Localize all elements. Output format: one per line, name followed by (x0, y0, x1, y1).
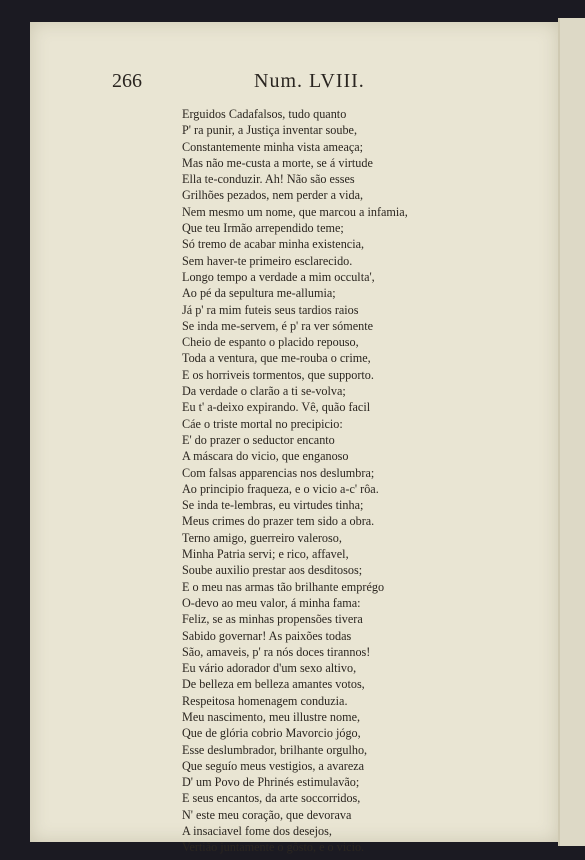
poem-line: D' um Povo de Phrinés estimulavão; (182, 775, 360, 790)
running-head: Num. LVIII. (254, 70, 365, 92)
poem-line: N' este meu coração, que devorava (182, 807, 352, 822)
poem-line: Constantemente minha vista ameaça; (182, 139, 364, 154)
poem-line: Longo tempo a verdade a mim occulta', (182, 269, 375, 284)
poem-line: Já p' ra mim futeis seus tardios raios (182, 302, 359, 317)
poem-line: Toda a ventura, que me-rouba o crime, (182, 351, 371, 366)
poem-line: Terno amigo, guerreiro valeroso, (182, 530, 342, 545)
poem-line: Sabido governar! As paixões todas (182, 628, 352, 643)
poem-line: Ao pé da sepultura me-allumia; (182, 286, 336, 301)
poem-line: Mas não me-custa a morte, se á virtude (182, 155, 373, 170)
poem-line: Eu vário adorador d'um sexo altivo, (182, 661, 357, 676)
page-number: 266 (112, 70, 142, 92)
poem-line: E' do prazer o seductor encanto (182, 432, 335, 447)
poem-line: Vertião juntamente o gôsto, e o vicio. (182, 840, 365, 855)
poem-line: Meu nascimento, meu illustre nome, (182, 709, 361, 724)
poem-line: Grilhões pezados, nem perder a vida, (182, 188, 364, 203)
poem-line: Meus crimes do prazer tem sido a obra. (182, 514, 375, 529)
poem-line: Soube auxilio prestar aos desditosos; (182, 563, 363, 578)
poem-line: Com falsas apparencias nos deslumbra; (182, 465, 375, 480)
poem-line: Cáe o triste mortal no precipicio: (182, 416, 343, 431)
poem-line: Se inda me-servem, é p' ra ver sómente (182, 318, 374, 333)
poem-line: Sem haver-te primeiro esclarecido. (182, 253, 353, 268)
poem-line: Da verdade o clarão a ti se-volva; (182, 384, 346, 399)
poem-line: Se inda te-lembras, eu virtudes tinha; (182, 498, 364, 513)
poem-line: E os horriveis tormentos, que supporto. (182, 367, 374, 382)
poem-line: E seus encantos, da arte soccorridos, (182, 791, 361, 806)
poem-line: São, amaveis, p' ra nós doces tirannos! (182, 644, 371, 659)
poem-line: Respeitosa homenagem conduzia. (182, 693, 348, 708)
poem-line: A insaciavel fome dos desejos, (182, 824, 332, 839)
poem-line: E o meu nas armas tão brilhante emprégo (182, 579, 385, 594)
poem-line: Erguidos Cadafalsos, tudo quanto (182, 107, 347, 121)
poem-line: Ao principio fraqueza, e o vicio a-c' rôa. (182, 481, 379, 496)
poem-line: Que seguío meus vestigios, a avareza (182, 758, 365, 773)
poem-line: O-devo ao meu valor, á minha fama: (182, 595, 361, 610)
poem-line: Eu t' a-deixo expirando. Vê, quão facil (182, 400, 371, 415)
poem-line: Esse deslumbrador, brilhante orgulho, (182, 742, 368, 757)
poem-line: Que de glória cobrio Mavorcio jógo, (182, 726, 361, 741)
poem-line: A máscara do vicio, que enganoso (182, 449, 349, 464)
poem-line: Ella te-conduzir. Ah! Não são esses (182, 172, 355, 187)
adjacent-page-edge (558, 18, 585, 846)
poem-line: Cheio de espanto o placido repouso, (182, 335, 359, 350)
poem-line: Que teu Irmão arrependido teme; (182, 221, 344, 236)
poem-line: Só tremo de acabar minha existencia, (182, 237, 365, 252)
poem-line: Feliz, se as minhas propensões tivera (182, 612, 363, 627)
poem-line: De belleza em belleza amantes votos, (182, 677, 365, 692)
poem-text (182, 106, 472, 856)
poem-line: Minha Patria servi; e rico, affavel, (182, 547, 349, 562)
poem-line: Nem mesmo um nome, que marcou a infamia, (182, 204, 408, 219)
poem-line: P' ra punir, a Justiça inventar soube, (182, 123, 357, 138)
